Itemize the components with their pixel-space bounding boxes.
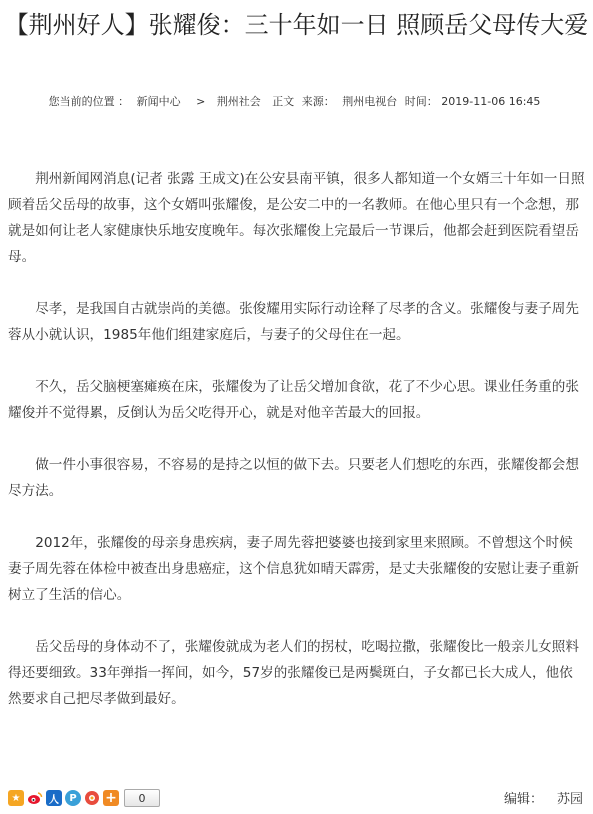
breadcrumb-article: 正文 <box>272 95 295 108</box>
share-bar <box>8 788 160 808</box>
breadcrumb-jingzhou-society[interactable]: 荆州社会 <box>216 95 261 108</box>
paragraph: 尽孝，是我国自古就崇尚的美德。张俊耀用实际行动诠释了尽孝的含义。张耀俊与妻子周先蓉从小就认识，1985年他们组建家庭后，与妻子的父母住在一起。 <box>8 301 579 343</box>
kaixin-icon[interactable] <box>84 790 100 806</box>
editor-name: 苏园 <box>556 792 583 807</box>
article-title: 【荆州好人】张耀俊：三十年如一日 照顾岳父母传大爱 <box>4 11 589 39</box>
paragraph: 做一件小事很容易，不容易的是持之以恒的做下去。只要老人们想吃的东西，张耀俊都会想尽方法。 <box>8 457 579 499</box>
more-share-icon[interactable]: + <box>103 790 119 806</box>
breadcrumb-separator: > <box>196 95 206 108</box>
weibo-icon[interactable] <box>27 790 43 806</box>
qzone-icon[interactable]: ★ <box>8 790 24 806</box>
editor-credit <box>504 788 583 807</box>
paragraph: 岳父岳母的身体动不了，张耀俊就成为老人们的拐杖，吃喝拉撒，张耀俊比一般亲儿女照料得还要细致。33年弹指一挥间，如今，57岁的张耀俊已是两鬓斑白，子女都已长大成人，他依然要求自己把尽孝做到最好。 <box>8 639 579 707</box>
source-value: 荆州电视台 <box>342 95 398 108</box>
renren-icon[interactable]: 人 <box>46 790 62 806</box>
time-label: 时间： <box>404 95 438 108</box>
article-body <box>8 166 586 738</box>
location-label: 您当前的位置 ： <box>48 95 130 108</box>
breadcrumb <box>0 93 593 109</box>
paragraph: 荆州新闻网消息(记者 张露 王成文)在公安县南平镇，很多人都知道一个女婿三十年如一日照顾着岳父岳母的故事，这个女婿叫张耀俊，是公安二中的一名教师。在他心里只有一个念想，那就是如何让老人家健康快乐地安度晚年。每次张耀俊上完最后一节课后，他都会赶到医院看望岳母。 <box>8 171 585 265</box>
paragraph: 不久，岳父脑梗塞瘫痪在床，张耀俊为了让岳父增加食欲，花了不少心思。课业任务重的张耀俊并不觉得累，反倒认为岳父吃得开心，就是对他辛苦最大的回报。 <box>8 379 579 421</box>
editor-label: 编辑： <box>503 792 543 807</box>
paragraph: 2012年，张耀俊的母亲身患疾病，妻子周先蓉把婆婆也接到家里来照顾。不曾想这个时候妻子周先蓉在体检中被查出身患癌症，这个信息犹如晴天霹雳，是丈夫张耀俊的安慰让妻子重新树立了生活的信心。 <box>8 535 579 603</box>
share-count: 0 <box>124 789 160 807</box>
publish-time: 2019-11-06 16:45 <box>441 95 541 108</box>
breadcrumb-news-center[interactable]: 新闻中心 <box>136 95 181 108</box>
source-label: 来源： <box>301 95 335 108</box>
tencent-weibo-icon[interactable]: P <box>65 790 81 806</box>
